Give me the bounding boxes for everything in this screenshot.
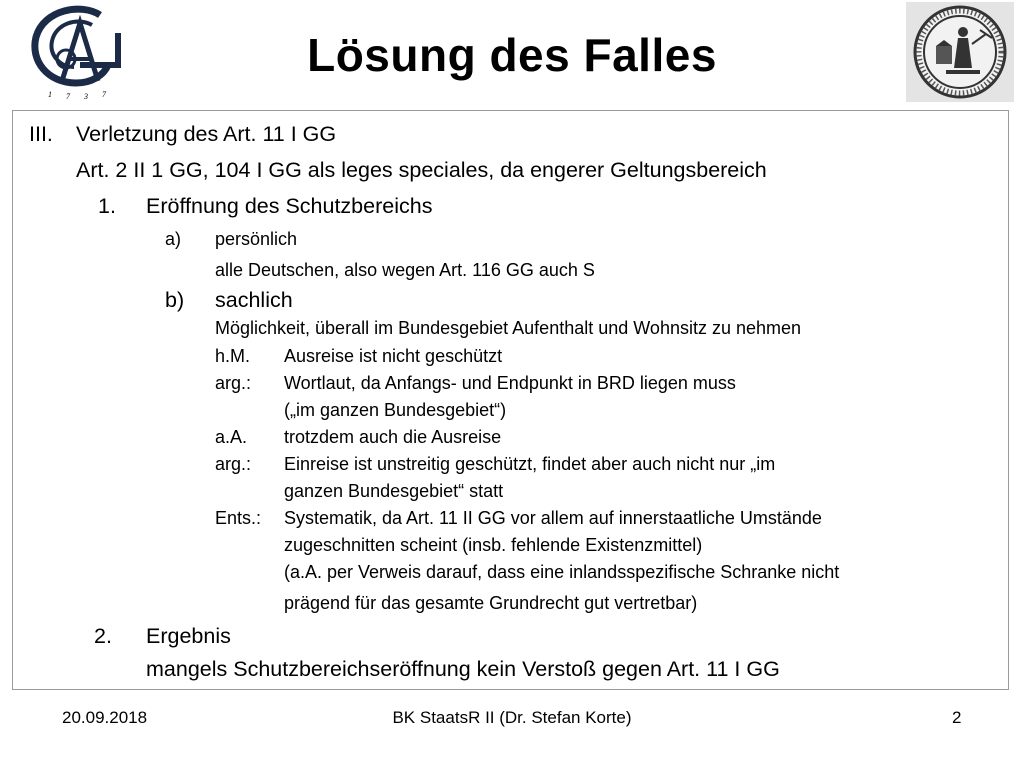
footer-page-number: 2 — [952, 708, 962, 727]
argument-text: zugeschnitten scheint (insb. fehlende Existenzmittel) — [284, 535, 703, 555]
argument-label: arg.: — [215, 373, 252, 393]
logo-year-digit: 1 — [48, 90, 52, 99]
subitem-a-text: alle Deutschen, also wegen Art. 116 GG auch S — [215, 260, 595, 280]
subitem-a-title: persönlich — [215, 229, 298, 249]
argument-text: Ausreise ist nicht geschützt — [284, 346, 503, 366]
logo-year-digit: 7 — [102, 90, 106, 99]
footer-date: 20.09.2018 — [62, 708, 148, 727]
section-note: Art. 2 II 1 GG, 104 I GG als leges speciales, da engerer Geltungsbereich — [76, 158, 767, 182]
argument-label: Ents.: — [215, 508, 262, 528]
section-number: III. — [29, 122, 53, 146]
argument-text: trotzdem auch die Ausreise — [284, 427, 502, 447]
logo-year-digit: 7 — [66, 92, 70, 101]
argument-label: a.A. — [215, 427, 248, 447]
slide-title: Lösung des Falles — [307, 29, 717, 81]
argument-label: h.M. — [215, 346, 251, 366]
item1-title: Eröffnung des Schutzbereichs — [146, 194, 433, 218]
item1-number: 1. — [98, 194, 116, 218]
argument-text: Einreise ist unstreitig geschützt, findet aber auch nicht nur „im — [284, 454, 776, 474]
subitem-a-label: a) — [165, 229, 182, 249]
argument-text: Systematik, da Art. 11 II GG vor allem auf innerstaatliche Umstände — [284, 508, 822, 528]
item2-number: 2. — [94, 624, 112, 648]
university-seal-icon — [906, 2, 1014, 102]
section-title: Verletzung des Art. 11 I GG — [76, 122, 337, 146]
outline-box — [12, 110, 1009, 690]
argument-text: prägend für das gesamte Grundrecht gut vertretbar) — [284, 593, 698, 613]
argument-text: („im ganzen Bundesgebiet“) — [284, 400, 507, 420]
item2-text: mangels Schutzbereichseröffnung kein Verstoß gegen Art. 11 I GG — [146, 657, 780, 681]
argument-text: ganzen Bundesgebiet“ statt — [284, 481, 504, 501]
argument-text: Wortlaut, da Anfangs- und Endpunkt in BRD liegen muss — [284, 373, 736, 393]
argument-text: (a.A. per Verweis darauf, dass eine inlandsspezifische Schranke nicht — [284, 562, 840, 582]
subitem-b-label: b) — [165, 288, 185, 312]
item2-title: Ergebnis — [146, 624, 231, 648]
footer-course: BK StaatsR II (Dr. Stefan Korte) — [392, 708, 632, 727]
argument-label: arg.: — [215, 454, 252, 474]
logo-year-digit: 3 — [84, 92, 88, 101]
subitem-b-title: sachlich — [215, 288, 293, 312]
subitem-b-intro: Möglichkeit, überall im Bundesgebiet Aufenthalt und Wohnsitz zu nehmen — [215, 318, 802, 338]
